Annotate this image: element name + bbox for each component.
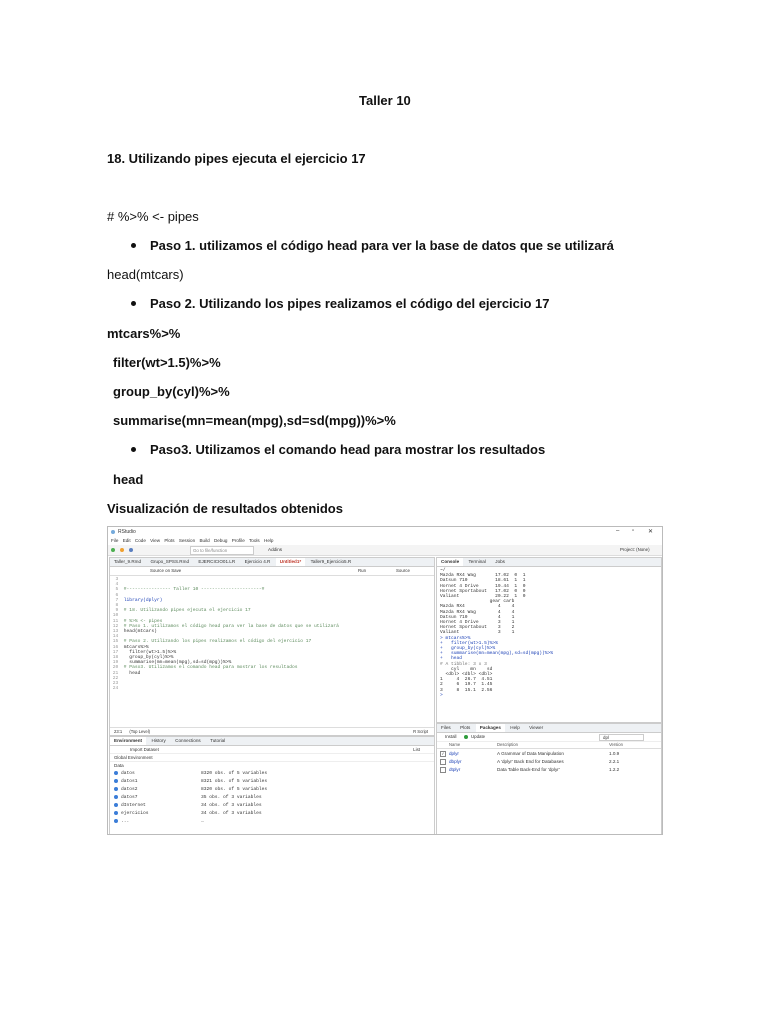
env-var-desc: 34 obs. of 3 variables	[201, 811, 262, 816]
maximize-icon[interactable]: ▫	[632, 528, 635, 534]
env-var-desc: …	[201, 819, 204, 824]
line-number: 4	[110, 582, 124, 588]
console-pane	[436, 557, 662, 723]
dataframe-icon	[114, 819, 118, 823]
tab-terminal[interactable]: Terminal	[468, 559, 486, 564]
step-3	[131, 442, 545, 457]
tab-tutorial[interactable]: Tutorial	[210, 738, 226, 743]
environment-tabs	[110, 737, 434, 746]
tab-environment[interactable]: Environment	[110, 737, 146, 745]
env-var-name: datos7	[121, 795, 138, 800]
new-file-icon[interactable]	[111, 548, 115, 552]
step-1	[131, 238, 614, 253]
line-number: 12	[110, 623, 124, 629]
menu-plots[interactable]: Plots	[164, 538, 175, 543]
import-dataset-button[interactable]: Import Dataset	[130, 747, 159, 752]
code-text: # Paso 1. utilizamos el código head para ver la base de datos que se utilizará	[123, 623, 339, 629]
menu-file[interactable]: File	[111, 538, 119, 543]
tab-connections[interactable]: Connections	[175, 738, 201, 743]
dataframe-icon	[114, 811, 118, 815]
env-var-name: datos1	[121, 779, 138, 784]
environment-pane	[109, 736, 435, 835]
menu-profile[interactable]: Profile	[231, 538, 245, 543]
env-var-name: ...	[121, 819, 130, 824]
pipe-note: # %>% <- pipes	[107, 209, 199, 224]
menu-build[interactable]: Build	[199, 538, 210, 543]
console-line: Valiant 3 1	[440, 630, 515, 636]
env-row[interactable]	[110, 769, 434, 776]
step-2-text: Paso 2. Utilizando los pipes realizamos el código del ejercicio 17	[150, 296, 550, 311]
env-row[interactable]	[110, 801, 434, 808]
package-name[interactable]: dtplyr	[449, 767, 461, 772]
line-number: 22	[110, 675, 124, 681]
environment-toolbar	[110, 746, 434, 754]
console-line: Hornet Sportabout 3 2	[440, 625, 515, 631]
env-row[interactable]	[110, 817, 434, 824]
menu-debug[interactable]: Debug	[213, 538, 228, 543]
bullet-icon	[131, 447, 136, 452]
tab-ejercicio01[interactable]: EJERCICIO01.LR	[198, 559, 236, 564]
tab-console[interactable]: Console	[437, 558, 463, 566]
file-type[interactable]: R Script	[413, 729, 428, 734]
tab-taller9-ej5[interactable]: Taller9_Ejercicio5.R	[310, 559, 352, 564]
line-number: 19	[110, 660, 124, 666]
code-line-3: head	[113, 472, 144, 487]
console-line: >	[440, 692, 443, 698]
console-line: + group_by(cyl)%>%	[440, 646, 496, 652]
col-description[interactable]: Description	[497, 742, 518, 747]
code-text: filter(wt>1.5)%>%	[123, 649, 177, 655]
minimize-icon[interactable]: –	[616, 528, 620, 534]
document-title: Taller 10	[359, 93, 411, 108]
window-title: RStudio	[118, 529, 136, 535]
env-var-name: datos	[121, 771, 135, 776]
dataframe-icon	[114, 795, 118, 799]
global-env-selector[interactable]: Global Environment	[110, 754, 434, 762]
tab-plots[interactable]: Plots	[460, 725, 471, 730]
editor-tabs	[110, 558, 434, 567]
menu-edit[interactable]: Edit	[122, 538, 131, 543]
package-description: Data Table Back-End for 'dplyr'	[497, 767, 560, 772]
line-number: 7	[110, 597, 124, 603]
env-var-desc: 8320 obs. of 5 variables	[201, 787, 268, 792]
rstudio-screenshot	[107, 526, 663, 835]
console-line: + filter(wt>1.5)%>%	[440, 640, 498, 646]
package-version: 1.2.2	[609, 767, 620, 772]
cursor-position: 23:1	[114, 729, 123, 734]
console-line: Hornet 4 Drive 3 1	[440, 620, 515, 626]
line-number: 16	[110, 644, 124, 650]
console-line: cyl mn sd	[440, 666, 493, 672]
tab-history[interactable]: History	[151, 738, 166, 743]
package-checkbox[interactable]	[440, 767, 446, 773]
code-editor[interactable]	[110, 576, 434, 725]
step-1-text: Paso 1. utilizamos el código head para ver la base de datos que se utilizará	[150, 238, 614, 253]
package-description: A Grammar of Data Manipulation	[497, 751, 564, 756]
console-line: Valiant 20.22 1 0	[440, 594, 526, 600]
dataframe-icon	[114, 779, 118, 783]
env-var-desc: 34 obs. of 3 variables	[201, 803, 262, 808]
line-number: 11	[110, 618, 124, 624]
code-text: library(dplyr)	[123, 597, 163, 603]
console-line: Hornet 4 Drive 19.44 1 0	[440, 583, 526, 589]
menu-view[interactable]: View	[150, 538, 161, 543]
code-line-2c: group_by(cyl)%>%	[113, 384, 230, 399]
packages-pane	[436, 723, 662, 835]
line-number: 3	[110, 577, 124, 582]
save-icon[interactable]	[129, 548, 133, 552]
env-row[interactable]	[110, 777, 434, 784]
close-icon[interactable]: ✕	[648, 529, 654, 535]
results-title: Visualización de resultados obtenidos	[107, 501, 343, 516]
dataframe-icon	[114, 803, 118, 807]
package-name[interactable]: dplyr	[449, 751, 459, 756]
line-number: 17	[110, 649, 124, 655]
console-line: Mazda RX4 Wag 4 4	[440, 609, 515, 615]
env-var-desc: 8321 obs. of 5 variables	[201, 779, 268, 784]
tab-ejercicio4[interactable]: Ejercicio 4.R	[244, 559, 271, 564]
project-menu[interactable]: Project: (None)	[620, 547, 650, 552]
env-section-data: Data	[114, 763, 124, 768]
line-number: 23	[110, 681, 124, 687]
code-text: # %>% <- pipes	[123, 618, 163, 624]
env-row[interactable]	[110, 785, 434, 792]
package-name[interactable]: dbplyr	[449, 759, 462, 764]
bullet-icon	[131, 243, 136, 248]
tab-packages[interactable]: Packages	[476, 724, 505, 732]
menu-bar	[108, 537, 662, 545]
code-text: head(mtcars)	[123, 629, 157, 635]
step-3-text: Paso3. Utilizamos el comando head para mostrar los resultados	[150, 442, 546, 457]
console-line: 2 6 19.7 1.45	[440, 682, 493, 688]
package-version: 2.2.1	[609, 759, 620, 764]
console-line: + summarise(mn=mean(mpg),sd=sd(mpg))%>%	[440, 651, 554, 657]
tab-taller9[interactable]: Taller_9.Rmd	[114, 559, 142, 564]
scope-indicator[interactable]: (Top Level)	[129, 729, 151, 734]
code-text: # Paso 2. Utilizando los pipes realizamos el código del ejercicio 17	[123, 639, 312, 645]
editor-status-bar	[110, 727, 434, 735]
install-button[interactable]: Install	[445, 734, 457, 739]
goto-file-input[interactable]: Go to file/function	[190, 546, 254, 555]
console-line: 1 4 26.7 4.51	[440, 677, 493, 683]
tab-files[interactable]: Files	[441, 725, 451, 730]
editor-toolbar	[110, 567, 434, 576]
env-var-name: datos2	[121, 787, 138, 792]
bullet-icon	[131, 301, 136, 306]
dataframe-icon	[114, 771, 118, 775]
menu-session[interactable]: Session	[178, 538, 196, 543]
line-number: 15	[110, 639, 124, 645]
list-view-button[interactable]: List	[413, 747, 420, 752]
environment-list	[110, 769, 434, 829]
code-line[interactable]	[110, 686, 434, 691]
editor-pane	[109, 557, 435, 736]
line-number: 9	[110, 608, 124, 614]
line-number: 18	[110, 655, 124, 661]
packages-toolbar	[437, 733, 661, 742]
console-line: 3 8 15.1 2.56	[440, 687, 493, 693]
env-row[interactable]	[110, 809, 434, 816]
console-line: > mtcars%>%	[440, 635, 471, 641]
window-titlebar	[108, 527, 662, 537]
rstudio-logo-icon	[111, 530, 115, 534]
main-toolbar	[108, 545, 662, 556]
console-line: Mazda RX4 4 4	[440, 604, 515, 610]
packages-list	[437, 749, 661, 789]
console-tabs	[437, 558, 661, 567]
line-number: 10	[110, 613, 124, 619]
package-description: A 'dplyr' Back End for Databases	[497, 759, 564, 764]
line-number: 5	[110, 587, 124, 593]
code-text: #---------------- Taller 10 ----------------------#	[123, 587, 265, 593]
source-button[interactable]: Source	[396, 568, 410, 573]
line-number: 20	[110, 665, 124, 671]
console-line: Datsun 710 18.61 1 1	[440, 578, 526, 584]
tab-untitled1[interactable]: Untitled1*	[276, 558, 305, 566]
console-line: # A tibble: 3 x 3	[440, 661, 487, 667]
package-checkbox[interactable]: ✓	[441, 751, 445, 756]
col-name[interactable]: Name	[449, 742, 461, 747]
update-button[interactable]: Update	[470, 734, 486, 739]
package-row[interactable]	[437, 766, 661, 773]
env-var-desc: 8320 obs. of 5 variables	[201, 771, 268, 776]
line-number: 8	[110, 603, 124, 609]
console-line: ~/	[440, 568, 446, 573]
packages-header	[437, 742, 661, 749]
open-project-icon[interactable]	[120, 548, 124, 552]
code-text: group_by(cyl)%>%	[123, 655, 174, 661]
tab-viewer[interactable]: Viewer	[529, 725, 544, 730]
line-number: 13	[110, 629, 124, 635]
package-search-input[interactable]: dpl	[599, 734, 644, 741]
env-var-desc: 35 obs. of 3 variables	[201, 795, 262, 800]
col-version[interactable]: Version	[609, 742, 623, 747]
console-line: gear carb	[440, 599, 515, 605]
code-text: summarise(mn=mean(mpg),sd=sd(mpg))%>%	[123, 660, 232, 666]
tab-grupo-spss[interactable]: Grupo_SPSS.Rmd	[150, 559, 190, 564]
console-line: Hornet Sportabout 17.02 0 0	[440, 588, 526, 594]
env-var-name: dInternet	[121, 803, 146, 808]
menu-tools[interactable]: Tools	[249, 538, 260, 543]
console-line: + head	[440, 656, 463, 662]
env-var-name: ejercicios	[121, 811, 149, 816]
code-text: # Paso3. Utilizamos el comando head para mostrar los resultados	[123, 665, 298, 671]
line-number: 24	[110, 686, 124, 692]
code-text: head	[123, 670, 141, 676]
menu-code[interactable]: Code	[134, 538, 146, 543]
files-tabs	[437, 724, 661, 733]
tab-jobs[interactable]: Jobs	[495, 559, 505, 564]
code-line-2b: filter(wt>1.5)%>%	[113, 355, 221, 370]
package-row[interactable]	[437, 750, 661, 757]
code-line-2d: summarise(mn=mean(mpg),sd=sd(mpg))%>%	[113, 413, 396, 428]
line-number: 14	[110, 634, 124, 640]
package-checkbox[interactable]	[440, 759, 446, 765]
line-number: 21	[110, 670, 124, 676]
dataframe-icon	[114, 787, 118, 791]
console-line: <dbl> <dbl> <dbl>	[440, 672, 493, 678]
console-line: Mazda RX4 Wag 17.02 0 1	[440, 573, 526, 579]
update-icon	[464, 735, 468, 739]
env-row[interactable]	[110, 793, 434, 800]
console-line: Datsun 710 4 1	[440, 614, 515, 620]
tab-help[interactable]: Help	[510, 725, 520, 730]
code-line-2a: mtcars%>%	[107, 326, 181, 341]
code-text: # 18. Utilizando pipes ejecuta el ejercicio 17	[123, 608, 251, 614]
menu-help[interactable]: Help	[264, 538, 274, 543]
package-version: 1.0.9	[609, 751, 620, 756]
source-on-save-checkbox[interactable]: Source on Save	[150, 568, 182, 573]
package-row[interactable]	[437, 758, 661, 765]
console-output[interactable]	[437, 567, 661, 721]
step-2	[131, 296, 550, 311]
run-button[interactable]: Run	[358, 568, 367, 573]
code-text: mtcars%>%	[123, 644, 149, 650]
code-line-1: head(mtcars)	[107, 267, 184, 282]
line-number: 6	[110, 592, 124, 598]
addins-button[interactable]: Addins	[268, 547, 283, 552]
section-heading: 18. Utilizando pipes ejecuta el ejercicio 17	[107, 151, 366, 166]
